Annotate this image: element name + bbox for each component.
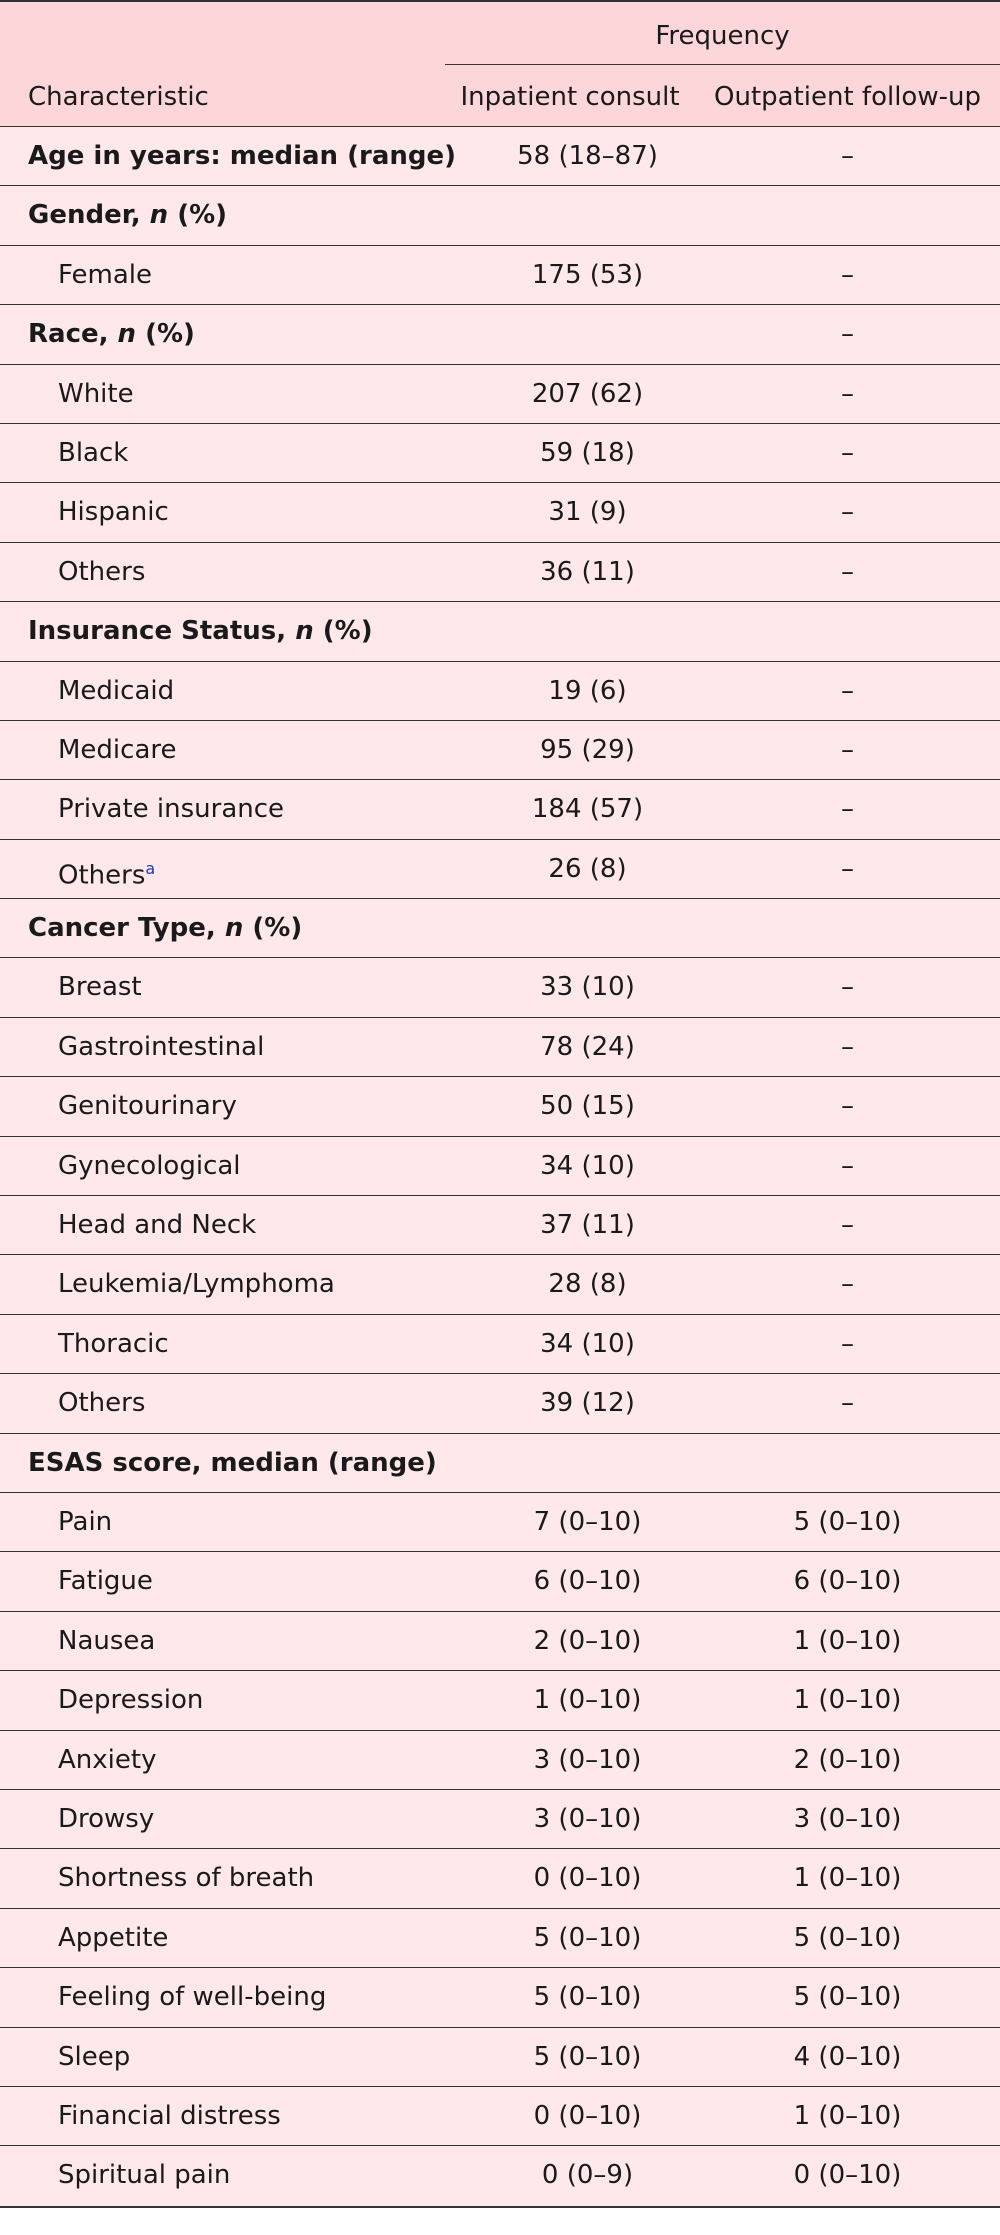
row-label: [58, 1731, 156, 1789]
row-label: [28, 1434, 437, 1492]
inpatient-value: 19 (6): [548, 675, 627, 706]
row-label: [58, 780, 284, 838]
row-label: [58, 1196, 256, 1254]
row-label-text: Private insurance: [58, 794, 285, 825]
outpatient-value: 6 (0–10): [793, 1566, 902, 1597]
table-row: [0, 1790, 1000, 1849]
outpatient-value: –: [841, 259, 854, 290]
row-label: [58, 721, 177, 779]
row-label-text: Fatigue: [58, 1566, 153, 1597]
row-label-text: Gynecological: [58, 1150, 241, 1181]
inpatient-value: 5 (0–10): [533, 1922, 642, 1953]
table-row: [0, 1612, 1000, 1671]
inpatient-value: 1 (0–10): [533, 1685, 642, 1716]
row-label: [58, 958, 142, 1016]
row-label: [58, 1909, 168, 1967]
row-label-text: Black: [58, 437, 129, 468]
outpatient-value: 3 (0–10): [793, 1803, 902, 1834]
row-label: [28, 127, 456, 185]
inpatient-value: 3 (0–10): [533, 1744, 642, 1775]
inpatient-value: 95 (29): [540, 734, 635, 765]
inpatient-value: 6 (0–10): [533, 1566, 642, 1597]
table-section-row: [0, 899, 1000, 958]
table-row: [0, 662, 1000, 721]
outpatient-value: –: [841, 141, 854, 171]
row-label: [58, 1612, 155, 1670]
outpatient-value: –: [841, 319, 854, 350]
row-label-text: Genitourinary: [58, 1091, 237, 1122]
row-label-text: Drowsy: [58, 1803, 155, 1834]
inpatient-value: 34 (10): [540, 1150, 635, 1181]
row-label: [58, 1493, 112, 1551]
row-label-text: Thoracic: [58, 1328, 169, 1359]
row-label: [58, 662, 174, 720]
row-label: [58, 1790, 154, 1848]
row-label-text: Pain: [58, 1506, 113, 1537]
row-label: [58, 543, 145, 601]
row-label: [58, 483, 169, 541]
row-label-text: Cancer Type, n (%): [28, 913, 303, 944]
table-row: [0, 1196, 1000, 1255]
row-label-text: ESAS score, median (range): [28, 1447, 437, 1478]
inpatient-value: 0 (0–9): [541, 2160, 634, 2191]
row-label: [28, 186, 227, 244]
inpatient-column-header: Inpatient consult: [460, 82, 680, 112]
row-label: [58, 1552, 153, 1610]
row-label-text: Insurance Status, n (%): [28, 616, 373, 647]
outpatient-value: –: [841, 1210, 854, 1241]
table-row: [0, 246, 1000, 305]
row-label-text: Medicaid: [58, 675, 175, 706]
inpatient-value: 28 (8): [548, 1269, 627, 1300]
inpatient-value: 5 (0–10): [533, 2041, 642, 2072]
table-row: [0, 543, 1000, 602]
table-row: [0, 840, 1000, 899]
row-label: [58, 246, 152, 304]
row-label-text: Age in years: median (range): [28, 141, 457, 171]
inpatient-value: 7 (0–10): [533, 1506, 642, 1537]
row-label: [58, 840, 155, 905]
table-row: [0, 1315, 1000, 1374]
inpatient-value: 5 (0–10): [533, 1982, 642, 2013]
row-label: [58, 1671, 203, 1729]
table-row: [0, 2028, 1000, 2087]
row-label-text: Anxiety: [58, 1744, 157, 1775]
row-label: [58, 424, 128, 482]
inpatient-value: 39 (12): [540, 1388, 635, 1419]
table-row: [0, 365, 1000, 424]
row-label: [58, 2028, 130, 2086]
row-label-text: Race, n (%): [28, 319, 195, 350]
row-label-text: Sleep: [58, 2041, 131, 2072]
table-row: [0, 1374, 1000, 1433]
inpatient-value: 31 (9): [548, 497, 627, 528]
row-label-text: Medicare: [58, 734, 177, 765]
row-label: [58, 365, 134, 423]
table-row: [0, 483, 1000, 542]
row-label: [28, 899, 302, 957]
row-label-text: Feeling of well-being: [58, 1982, 327, 2013]
row-label: [28, 602, 373, 660]
outpatient-value: –: [841, 1388, 854, 1419]
table-row: [0, 1077, 1000, 1136]
table-row: [0, 1137, 1000, 1196]
inpatient-value: 50 (15): [540, 1091, 635, 1122]
outpatient-value: 4 (0–10): [793, 2041, 902, 2072]
outpatient-value: –: [841, 437, 854, 468]
outpatient-value: –: [841, 1091, 854, 1122]
inpatient-value: 2 (0–10): [533, 1625, 642, 1656]
row-label-text: Financial distress: [58, 2100, 281, 2131]
table-row: [0, 424, 1000, 483]
inpatient-value: 0 (0–10): [533, 1863, 642, 1894]
row-label-text: Nausea: [58, 1625, 156, 1656]
row-label-text: Spiritual pain: [58, 2160, 231, 2191]
table-row: [0, 1849, 1000, 1908]
frequency-group-header: Frequency: [445, 2, 1000, 65]
outpatient-value: –: [841, 556, 854, 587]
row-label: [58, 2087, 281, 2145]
table-row: [0, 2087, 1000, 2146]
row-label-text: Hispanic: [58, 497, 169, 528]
row-label-text: Others: [58, 556, 146, 587]
outpatient-value: 1 (0–10): [793, 1863, 902, 1894]
outpatient-value: 0 (0–10): [793, 2160, 902, 2191]
row-label-text: Appetite: [58, 1922, 169, 1953]
table-row: [0, 1671, 1000, 1730]
outpatient-value: –: [841, 853, 854, 884]
characteristic-column-header: Characteristic: [28, 82, 209, 112]
table-body: [0, 127, 1000, 2206]
row-label-text: Depression: [58, 1685, 204, 1716]
inpatient-value: 3 (0–10): [533, 1803, 642, 1834]
outpatient-value: –: [841, 1328, 854, 1359]
outpatient-value: –: [841, 1150, 854, 1181]
table-row: [0, 1968, 1000, 2027]
inpatient-value: 33 (10): [540, 972, 635, 1003]
inpatient-value: 184 (57): [531, 794, 644, 825]
row-label: [58, 1849, 314, 1907]
table-row: [0, 1018, 1000, 1077]
table-header: [0, 2, 1000, 127]
row-label: [58, 1374, 145, 1432]
outpatient-value: –: [841, 972, 854, 1003]
table-row: [0, 1552, 1000, 1611]
inpatient-value: 0 (0–10): [533, 2100, 642, 2131]
table-row: [0, 1909, 1000, 1968]
table-row: [0, 2146, 1000, 2205]
inpatient-value: 207 (62): [531, 378, 644, 409]
inpatient-value: 34 (10): [540, 1328, 635, 1359]
table-row: [0, 1731, 1000, 1790]
row-label: [28, 305, 195, 363]
outpatient-value: –: [841, 497, 854, 528]
footnote-marker[interactable]: a: [145, 858, 156, 878]
outpatient-value: –: [841, 378, 854, 409]
outpatient-value: –: [841, 1031, 854, 1062]
row-label-text: Head and Neck: [58, 1210, 257, 1241]
row-label-text: White: [58, 378, 134, 409]
outpatient-value: 1 (0–10): [793, 2100, 902, 2131]
inpatient-value: 36 (11): [540, 556, 635, 587]
table-section-row: [0, 305, 1000, 364]
outpatient-value: 5 (0–10): [793, 1922, 902, 1953]
inpatient-value: 175 (53): [531, 259, 644, 290]
row-label-text: Female: [58, 259, 153, 290]
row-label: [58, 2146, 230, 2204]
row-label: [58, 1137, 241, 1195]
outpatient-value: 1 (0–10): [793, 1625, 902, 1656]
outpatient-value: –: [841, 1269, 854, 1300]
outpatient-value: 2 (0–10): [793, 1744, 902, 1775]
table-section-row: [0, 127, 1000, 186]
table-row: [0, 1493, 1000, 1552]
outpatient-value: 5 (0–10): [793, 1982, 902, 2013]
row-label-text: Shortness of breath: [58, 1863, 315, 1894]
table-row: [0, 780, 1000, 839]
table-row: [0, 1255, 1000, 1314]
row-label: [58, 1255, 335, 1313]
row-label-text: Gender, n (%): [28, 200, 228, 231]
row-label: [58, 1018, 264, 1076]
table-row: [0, 958, 1000, 1017]
row-label-text: Others: [58, 1388, 146, 1419]
inpatient-value: 26 (8): [548, 853, 627, 884]
table-row: [0, 721, 1000, 780]
table-section-row: [0, 602, 1000, 661]
outpatient-value: 1 (0–10): [793, 1685, 902, 1716]
row-label: [58, 1968, 326, 2026]
row-label-text: Gastrointestinal: [58, 1031, 265, 1062]
inpatient-value: 59 (18): [540, 437, 635, 468]
row-label-text: Leukemia/Lymphoma: [58, 1269, 335, 1300]
outpatient-value: –: [841, 794, 854, 825]
row-label: [58, 1077, 237, 1135]
row-label-text: Others: [58, 860, 146, 891]
outpatient-value: 5 (0–10): [793, 1506, 902, 1537]
row-label-text: Breast: [58, 972, 142, 1003]
outpatient-value: –: [841, 734, 854, 765]
outpatient-column-header: Outpatient follow-up: [714, 82, 981, 112]
inpatient-value: 58 (18–87): [517, 141, 658, 171]
table-section-row: [0, 1434, 1000, 1493]
table-section-row: [0, 186, 1000, 245]
inpatient-value: 37 (11): [540, 1210, 635, 1241]
inpatient-value: 78 (24): [540, 1031, 635, 1062]
row-label: [58, 1315, 169, 1373]
outpatient-value: –: [841, 675, 854, 706]
